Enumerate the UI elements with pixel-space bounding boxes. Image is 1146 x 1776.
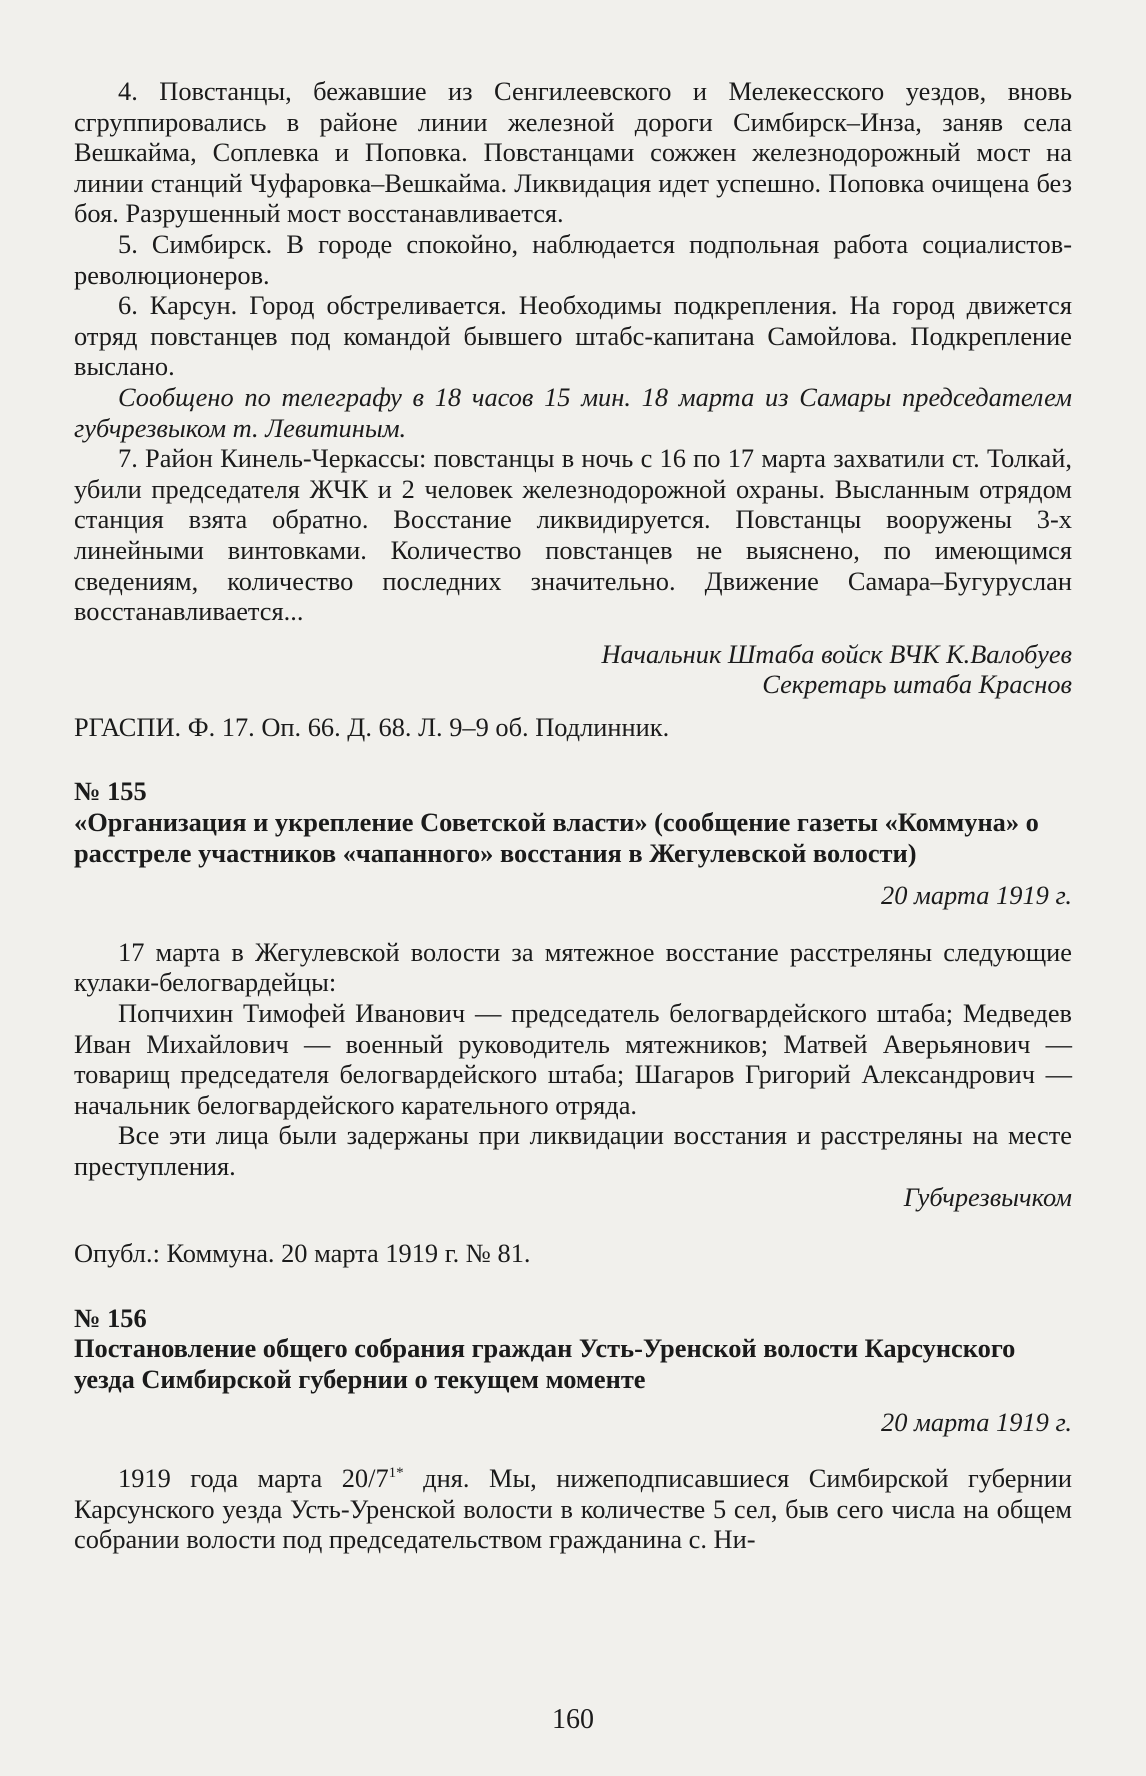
doc-156-para-1 [74,1463,1072,1555]
doc-155-number: № 155 [74,776,147,807]
doc-155-source: Опубл.: Коммуна. 20 марта 1919 г. № 81. [74,1238,531,1269]
signature-chief: Начальник Штаба войск ВЧК К.Валобуев [601,638,1072,669]
doc-156-number: № 156 [74,1302,147,1333]
item-6: 6. Карсун. Город обстреливается. Необходимы подкрепления. На город движется отряд повстанцев под командой бывшего штабс-капитана Самойлова. Подкрепление выслано. [74,290,1072,382]
doc-156-title: Постановление общего собрания граждан Усть-Уренской волости Карсунского уезда Симбирской губернии о текущем моменте [74,1333,1016,1394]
doc-155-para-3: Все эти лица были задержаны при ликвидации восстания и расстреляны на месте преступления. [74,1120,1072,1181]
doc-155-para-1: 17 марта в Жегулевской волости за мятежное восстание расстреляны следующие кулаки-белогвардейцы: [74,936,1072,998]
doc-156-para-1-start: 1919 года марта 20/7 [118,1463,389,1494]
telegraph-note: Сообщено по телеграфу в 18 часов 15 мин. 18 марта из Самары председателем губчрезвыком т. Левитиным. [74,381,1072,443]
signature-secretary: Секретарь штаба Краснов [762,669,1072,700]
footnote-marker: 1* [388,1465,404,1482]
item-5: 5. Симбирск. В городе спокойно, наблюдается подпольная работа социалистов-революционеров. [74,228,1072,290]
item-7: 7. Район Кинель-Черкассы: повстанцы в ночь с 16 по 17 марта захватили ст. Толкай, убили председателя ЖЧК и 2 человек железнодорожной охраны. Высланным отрядом станция взята обратно. Восстание ликвидируется. Повстанцы вооружены 3-х линейными винтовками. Количество повстанцев не выяснено, по имеющимся сведениям, количество последних значительно. Движение Самара–Бугуруслан восстанавливается... [74,443,1072,627]
doc-156-para-1-end: дня. Мы, нижеподписавшиеся Симбирской губернии Карсунского уезда Усть-Уренской волости в количестве 5 сел, быв сего числа на общем собрании волости под председательством гражданина с. Ни- [74,1463,1072,1555]
doc-155-signature: Губчрезвычком [903,1181,1072,1212]
doc-155-para-2: Попчихин Тимофей Иванович — председатель белогвардейского штаба; Медведев Иван Михайлович — военный руководитель мятежников; Матвей Аверьянович — товарищ председателя белогвардейского штаба; Шагаров Григорий Александрович — начальник белогвардейского карательного отряда. [74,998,1072,1120]
page-number: 160 [552,1704,594,1735]
doc-156-date: 20 марта 1919 г. [881,1406,1072,1437]
archive-source: РГАСПИ. Ф. 17. Оп. 66. Д. 68. Л. 9–9 об. Подлинник. [74,711,670,742]
item-4: 4. Повстанцы, бежавшие из Сенгилеевского и Мелекесского уездов, вновь сгруппировались в районе линии железной дороги Симбирск–Инза, заняв села Вешкайма, Соплевка и Поповка. Повстанцами сожжен железнодорожный мост на линии станций Чуфаровка–Вешкайма. Ликвидация идет успешно. Поповка очищена без боя. Разрушенный мост восстанавливается. [74,76,1072,229]
doc-155-title: «Организация и укрепление Советской власти» (сообщение газеты «Коммуна» о расстреле участников «чапанного» восстания в Жегулевской волости) [74,807,1039,868]
doc-155-date: 20 марта 1919 г. [881,880,1072,911]
